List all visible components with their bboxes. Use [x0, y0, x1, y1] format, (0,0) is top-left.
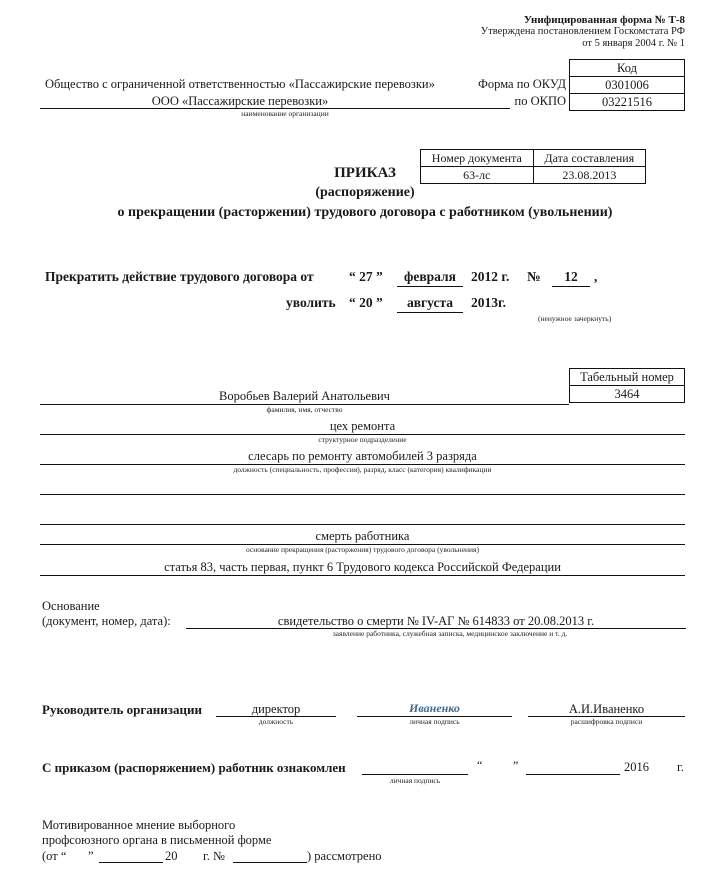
article-line [40, 575, 685, 576]
department: цех ремонта [329, 419, 396, 433]
approved-line-1: Утверждена постановлением Госкомстата РФ [480, 26, 685, 37]
org-short-name: ООО «Пассажирские перевозки» [151, 94, 329, 108]
dismiss-month-line [397, 312, 463, 313]
union-from: (от “ [42, 849, 67, 863]
dismiss-day: “ 20 ” [349, 295, 383, 310]
contract-label: Прекратить действие трудового договора от [45, 269, 314, 284]
union-line-2: профсоюзного органа в письменной форме [42, 833, 272, 847]
strike-note: (ненужное зачеркнуть) [538, 314, 612, 323]
signer-position: директор [251, 702, 301, 716]
tab-number-table [569, 368, 685, 403]
contract-year: 2012 г. [471, 269, 510, 284]
okpo-label: по ОКПО [514, 94, 566, 108]
blank-line-1 [40, 494, 685, 495]
law-article: статья 83, часть первая, пункт 6 Трудового кодекса Российской Федерации [164, 560, 561, 574]
union-number-label: г. № [203, 849, 225, 863]
doc-table [420, 149, 646, 184]
employee-name: Воробьев Валерий Анатольевич [219, 389, 390, 403]
org-full-name: Общество с ограниченной ответственностью «Пассажирские перевозки» [45, 77, 435, 91]
signer-position-caption: должность [258, 717, 294, 726]
employee-name-caption: фамилия, имя, отчество [266, 405, 343, 414]
contract-number-line [552, 286, 590, 287]
union-century: 20 [165, 849, 178, 863]
ack-sign-line [362, 774, 468, 775]
signer-decoded: А.И.Иваненко [568, 702, 645, 716]
reason-caption: основание прекращения (расторжения) трудового договора (увольнения) [245, 545, 480, 554]
position: слесарь по ремонту автомобилей 3 разряда [248, 449, 477, 463]
union-date-line [99, 862, 163, 863]
tab-number-header: Табельный номер [570, 369, 685, 386]
position-caption: должность (специальность, профессия), разряд, класс (категория) квалификации [233, 465, 492, 474]
signer-signature-caption: личная подпись [409, 717, 460, 726]
codes-header: Код [570, 60, 685, 77]
org-caption: наименование организации [241, 109, 329, 118]
contract-number: 12 [564, 269, 578, 284]
dismiss-month: августа [406, 295, 454, 310]
title-main: ПРИКАЗ [334, 165, 396, 181]
approved-line-2: от 5 января 2004 г. № 1 [582, 38, 685, 49]
tab-number: 3464 [570, 386, 685, 403]
doc-number-header: Номер документа [421, 150, 534, 167]
signature-label: Руководитель организации [42, 702, 202, 717]
contract-month-line [397, 286, 463, 287]
ack-year-suffix: г. [677, 760, 684, 774]
contract-day: “ 27 ” [349, 269, 383, 284]
union-number-line [233, 862, 307, 863]
codes-table [569, 59, 685, 111]
union-line-1: Мотивированное мнение выборного [42, 818, 236, 832]
termination-reason: смерть работника [315, 529, 410, 543]
department-caption: структурное подразделение [318, 435, 407, 444]
basis-document: свидетельство о смерти № IV-АГ № 614833 от 20.08.2013 г. [277, 614, 595, 628]
ack-sign-caption: личная подпись [389, 776, 441, 785]
signer-decoded-caption: расшифровка подписи [570, 717, 643, 726]
union-quote-close: ” [88, 849, 94, 863]
title-sub: (распоряжение) [315, 185, 415, 200]
signer-signature: Иваненко [409, 701, 460, 715]
union-reviewed: ) рассмотрено [307, 849, 382, 863]
blank-line-2 [40, 524, 685, 525]
ack-label: С приказом (распоряжением) работник ознакомлен [42, 760, 346, 775]
okud-code: 0301006 [570, 77, 685, 94]
ack-quote-close: ” [513, 758, 519, 772]
doc-date: 23.08.2013 [533, 167, 645, 184]
basis-label-1: Основание [42, 599, 100, 613]
contract-month: февраля [404, 269, 456, 284]
okpo-code: 03221516 [570, 94, 685, 111]
dismiss-label: уволить [286, 295, 336, 310]
basis-caption: заявление работника, служебная записка, медицинское заключение и т. д. [332, 629, 568, 638]
doc-date-header: Дата составления [533, 150, 645, 167]
contract-number-label: № [527, 269, 541, 284]
okud-label: Форма по ОКУД [478, 77, 566, 91]
dismiss-year: 2013г. [471, 295, 506, 310]
ack-date-line [526, 774, 620, 775]
doc-number: 63-лс [421, 167, 534, 184]
ack-year: 2016 [624, 760, 649, 774]
form-name: Унифицированная форма № Т-8 [523, 14, 685, 26]
ack-quote-open: “ [477, 758, 483, 772]
basis-label-2: (документ, номер, дата): [42, 614, 171, 628]
contract-comma: , [594, 269, 598, 284]
title-subject: о прекращении (расторжении) трудового договора с работником (увольнении) [117, 205, 613, 220]
